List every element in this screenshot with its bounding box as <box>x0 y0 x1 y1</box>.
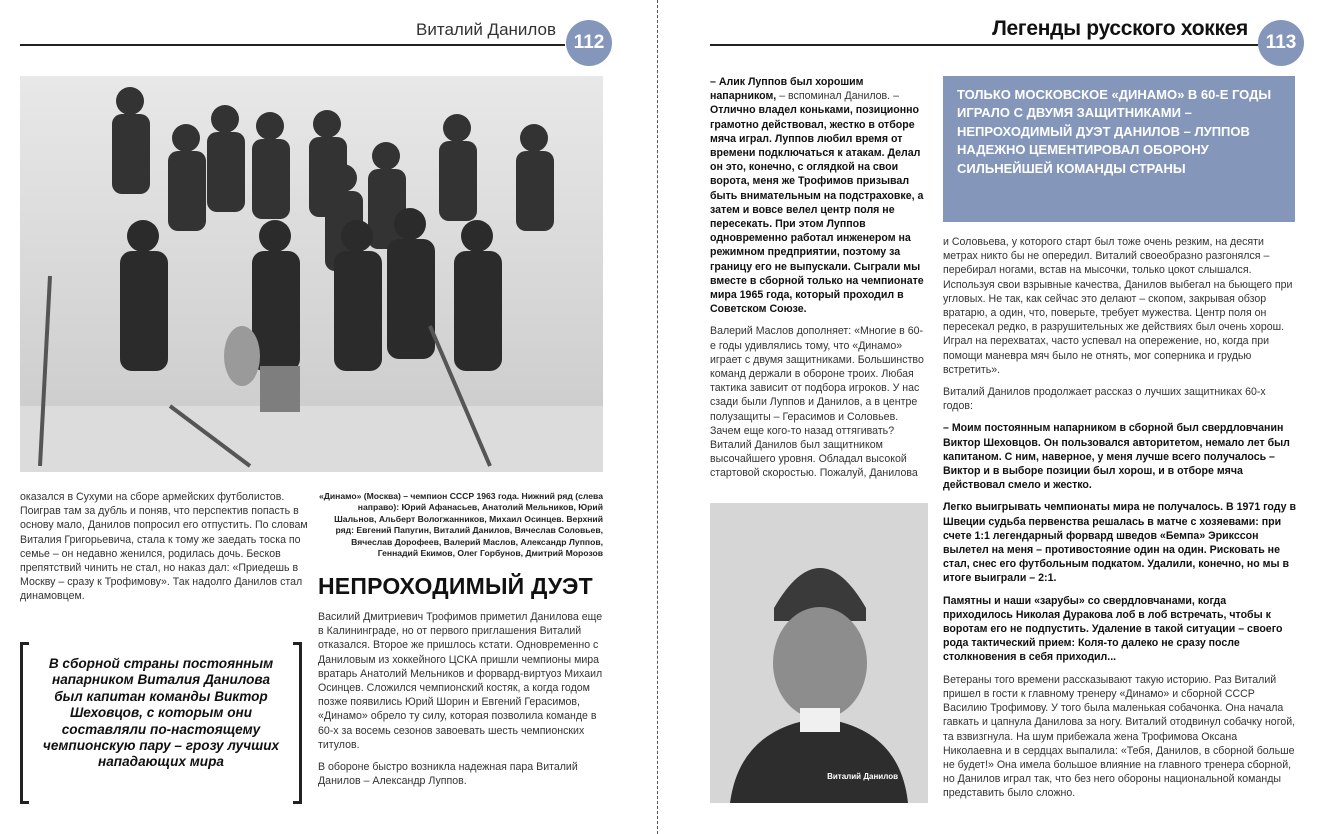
right-page <box>660 0 1320 834</box>
header-title: Легенды русского хоккея <box>992 17 1248 40</box>
column-2-bold-paragraph: Легко выигрывать чемпионаты мира не получалось. В 1971 году в Швеции судьба первенства решалась в матче с хозяевами: при счете 1:1 легендарный форвард шведов «Бемпа» Эрикссон вылетел на меня – противостояние один на один. Рисковать не стал, снес его футбольным подкатом. Удалили, конечно, но мы в итоге выиграли – 2:1. <box>943 501 1296 585</box>
column-2-paragraph: и Соловьева, у которого старт был тоже очень резким, на десяти метрах никто бы не опередил. Виталий своеобразно разгонялся – перебирал ногами, встав на мысочки, только цокот слышался. Используя свои взрывные качества, Данилов выбегал на бьющего при угловых. Не так, как сейчас это делают – скопом, закрывая обзор вратарю, а один, что, поверьте, требует мужества. Центр поля он пересекал редко, в разрушительных же действиях был очень хорош. Играл на перехватах, часто успевал на опережение, но, когда при помощи маневра мяч было не отнять, мог соперника и грудью встретить». <box>943 236 1293 376</box>
column-2-bold-paragraph: – Моим постоянным напарником в сборной был свердловчанин Виктор Шеховцов. Он пользовался авторитетом, немало лет был капитаном. С ним, наверное, у меня лучше всего получалось – Виктор и в выборе позиции был хорош, и в отборе мяча действовал смело и жестко. <box>943 422 1290 492</box>
column-2-text <box>943 235 1296 809</box>
page-fold-line <box>657 0 658 834</box>
page-number: 113 <box>1258 20 1304 66</box>
maslov-paragraph: Валерий Маслов дополняет: «Многие в 60-е годы удивлялись тому, что «Динамо» играет с двумя защитниками. Большинство команд держали в обороне троих. Любая тактика зависит от подбора игроков. У нас сзади были Луппов и Данилов, а в центре полузащиты – Герасимов и Соловьев. Зачем еще кого-то назад оттягивать? Виталий Данилов был защитником высочайшего уровня. Обладал высокой стартовой скоростью. Пожалуй, Данилова <box>710 325 924 480</box>
quote-rest: Отлично владел коньками, позиционно грамотно действовал, жестко в отборе мяча играл. Луппов любил время от времени подключаться к атакам. Делал он это, конечно, с оглядкой на свои ворота, меня же Трофимов призывал быть внимательным на подстраховке, а затем и вовсе велел центр поля не пересекать. При этом Луппов одновременно работал инженером на режимном предприятии, поэтому за границу его не выпускали. Сыграли мы вместе в сборной только на чемпионате мира 1965 года, который проходил в Советском Союзе. <box>710 104 924 316</box>
intro-text: оказался в Сухуми на сборе армейских футболистов. Поиграв там за дубль и поняв, что перспектив попасть в основу мало, Данилов попросил его отпустить. По словам Виталия Григорьевича, стала к тому же заедать тоска по семье – он недавно женился, родилась дочь. Бесков препятствий чинить не стал, но наказ дал: «Приедешь в Москву – сразу к Трофимову». Так надолго Данилов стал динамовцем. <box>20 491 308 603</box>
portrait-label: Виталий Данилов <box>827 772 898 781</box>
luppov-quote <box>710 75 928 316</box>
quote-box <box>20 642 302 804</box>
section-body <box>318 610 605 796</box>
header-rule <box>20 44 565 46</box>
team-photo <box>20 76 603 472</box>
portrait-graphic <box>710 503 928 803</box>
column-2-paragraph: Ветераны того времени рассказывают такую историю. Раз Виталий пришел в гости к главному тренеру «Динамо» и сборной СССР Василию Трофимову. У того была маленькая собачонка. Она начала гавкать и цапнула Данилова за ногу. Виталий отодвинул собачку ногой, та взвизгнула. На шум прибежала жена Трофимова Оксана Николаевна и в сердцах выпалила: «Тебя, Данилов, в сборной больше не будет!» Она имела большое влияние на главного тренера сборной, но Данилов играл так, что без него обороны национальной команды представить было сложно. <box>943 673 1296 800</box>
quote-text: В сборной страны постоянным напарником Виталия Данилова был капитан команды Виктор Шеховцов, с которым они составляли по-настоящему чемпионскую пару – грозу лучших нападающих мира <box>42 656 280 770</box>
photo-caption: «Динамо» (Москва) – чемпион СССР 1963 года. Нижний ряд (слева направо): Юрий Афанасьев, Анатолий Мельников, Юрий Шальнов, Альберт Вологжанников, Михаил Осинцев. Верхний ряд: Евгений Папугин, Виталий Данилов, Вячеслав Соловьев, Вячеслав Дорофеев, Валерий Маслов, Александр Луппов, Геннадий Екимов, Олег Горбунов, Дмитрий Морозов <box>318 491 603 559</box>
left-page <box>0 0 655 834</box>
quote-lead: – Алик Луппов был хорошим напарником, <box>710 76 864 103</box>
section-heading: НЕПРОХОДИМЫЙ ДУЭТ <box>318 573 593 599</box>
quote-bracket-right <box>293 642 302 804</box>
section-paragraph: Василий Дмитриевич Трофимов приметил Данилова еще в Калининграде, но от первого приглашения Виталий отказался. Второе же пришлось кстати. Одновременно с Даниловым из хоккейного ЦСКА пришли чемпионы мира вратарь Анатолий Мельников и форвард-виртуоз Михаил Осинцев. Сложился чемпионский костяк, а когда годом позже появились Юрий Шорин и Евгений Герасимов, «Динамо» обрело ту силу, которая позволила команде в 60-х за восемь сезонов завоевать шесть чемпионских титулов. <box>318 611 603 751</box>
section-paragraph: В обороне быстро возникла надежная пара Виталий Данилов – Александр Луппов. <box>318 761 578 788</box>
quote-bracket-left <box>20 642 29 804</box>
team-photo-graphic <box>20 76 603 472</box>
portrait-photo <box>710 503 928 803</box>
column-2-paragraph: Виталий Данилов продолжает рассказ о лучших защитниках 60-х годов: <box>943 386 1266 413</box>
header-rule <box>710 44 1258 46</box>
pull-quote: ТОЛЬКО МОСКОВСКОЕ «ДИНАМО» В 60-Е ГОДЫ ИГРАЛО С ДВУМЯ ЗАЩИТНИКАМИ – НЕПРОХОДИМЫЙ ДУЭТ ДАНИЛОВ – ЛУППОВ НАДЕЖНО ЦЕМЕНТИРОВАЛ ОБОРОНУ СИЛЬНЕЙШЕЙ КОМАНДЫ СТРАНЫ <box>943 76 1295 222</box>
quote-attribution: – вспоминал Данилов. – <box>776 90 899 103</box>
page-number: 112 <box>566 20 612 66</box>
column-2-bold-paragraph: Памятны и наши «зарубы» со свердловчанами, когда приходилось Николая Дуракова лоб в лоб встречать, чтобы к воротам его не подпустить. Удаление в такой ситуации – своего рода тактический прием: Коля-то далеко не сразу после столкновения в себя приходил... <box>943 594 1283 664</box>
header-name: Виталий Данилов <box>416 20 556 39</box>
column-1-text <box>710 75 928 489</box>
